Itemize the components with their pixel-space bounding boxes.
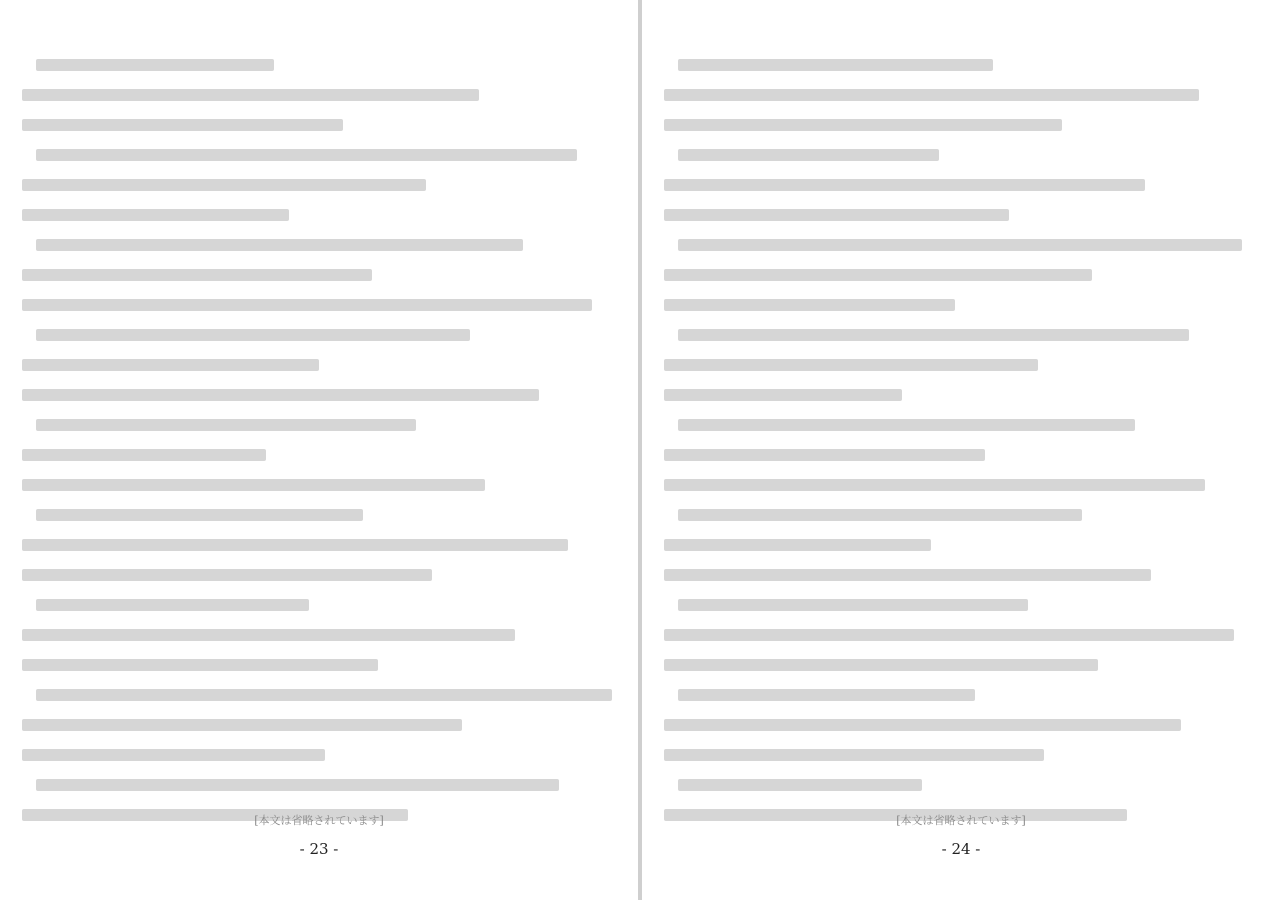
text-line — [22, 590, 616, 620]
redaction-bar — [22, 659, 378, 671]
text-line — [664, 380, 1258, 410]
page-number: - 24 - — [941, 840, 981, 858]
text-line — [22, 200, 616, 230]
text-line — [664, 110, 1258, 140]
text-line — [22, 470, 616, 500]
redaction-bar — [664, 539, 931, 551]
page-left — [0, 0, 638, 900]
redaction-notice: [本文は省略されています] — [896, 814, 1026, 827]
redaction-bar — [22, 479, 485, 491]
text-line — [664, 320, 1258, 350]
text-line — [664, 710, 1258, 740]
redaction-bar — [22, 719, 462, 731]
redaction-bar — [22, 749, 325, 761]
text-line — [664, 410, 1258, 440]
redaction-bar — [678, 149, 939, 161]
redaction-bar — [678, 419, 1135, 431]
redaction-bar — [678, 599, 1028, 611]
text-line — [22, 290, 616, 320]
redaction-bar — [36, 599, 309, 611]
redaction-bar — [678, 509, 1082, 521]
redacted-body-text — [22, 50, 616, 830]
text-line — [22, 110, 616, 140]
redaction-bar — [664, 629, 1234, 641]
redaction-bar — [664, 269, 1092, 281]
redaction-bar — [22, 89, 479, 101]
text-line — [22, 380, 616, 410]
text-line — [22, 500, 616, 530]
redaction-bar — [36, 239, 523, 251]
redaction-bar — [22, 629, 515, 641]
text-line — [22, 740, 616, 770]
text-line — [664, 140, 1258, 170]
redaction-bar — [22, 389, 539, 401]
redaction-bar — [22, 209, 289, 221]
text-line — [22, 560, 616, 590]
redaction-bar — [664, 209, 1009, 221]
redaction-bar — [22, 119, 343, 131]
text-line — [22, 710, 616, 740]
text-line — [22, 770, 616, 800]
redaction-bar — [664, 119, 1062, 131]
redaction-bar — [22, 179, 426, 191]
text-line — [664, 80, 1258, 110]
text-line — [664, 650, 1258, 680]
redaction-bar — [664, 569, 1151, 581]
text-line — [22, 530, 616, 560]
text-line — [664, 680, 1258, 710]
redaction-bar — [664, 479, 1205, 491]
redaction-bar — [22, 449, 266, 461]
redaction-bar — [22, 539, 568, 551]
redaction-bar — [36, 419, 416, 431]
text-line — [664, 350, 1258, 380]
text-line — [664, 260, 1258, 290]
redaction-bar — [664, 449, 985, 461]
page-number: - 23 - — [299, 840, 339, 858]
text-line — [664, 560, 1258, 590]
text-line — [664, 290, 1258, 320]
text-line — [664, 740, 1258, 770]
redaction-bar — [678, 689, 975, 701]
text-line — [664, 50, 1258, 80]
text-line — [664, 590, 1258, 620]
text-line — [22, 320, 616, 350]
text-line — [664, 230, 1258, 260]
text-line — [664, 170, 1258, 200]
text-line — [22, 230, 616, 260]
text-line — [22, 410, 616, 440]
redaction-bar — [36, 59, 274, 71]
text-line — [22, 350, 616, 380]
redacted-body-text — [664, 50, 1258, 830]
redaction-bar — [664, 719, 1181, 731]
redaction-bar — [36, 779, 559, 791]
redaction-bar — [36, 329, 470, 341]
redaction-bar — [664, 749, 1044, 761]
redaction-bar — [22, 299, 592, 311]
redaction-bar — [22, 269, 372, 281]
text-line — [22, 170, 616, 200]
text-line — [22, 50, 616, 80]
redaction-bar — [678, 239, 1242, 251]
redaction-bar — [36, 149, 577, 161]
text-line — [22, 80, 616, 110]
text-line — [664, 440, 1258, 470]
text-line — [664, 770, 1258, 800]
text-line — [664, 200, 1258, 230]
redaction-bar — [678, 59, 993, 71]
redaction-bar — [664, 659, 1098, 671]
redaction-bar — [36, 689, 612, 701]
text-line — [664, 530, 1258, 560]
redaction-bar — [678, 329, 1189, 341]
text-line — [664, 620, 1258, 650]
text-line — [22, 260, 616, 290]
redaction-bar — [36, 509, 363, 521]
redaction-bar — [664, 389, 902, 401]
redaction-bar — [664, 179, 1145, 191]
redaction-bar — [664, 359, 1038, 371]
page-right — [642, 0, 1280, 900]
redaction-bar — [22, 569, 432, 581]
text-line — [664, 500, 1258, 530]
text-line — [22, 680, 616, 710]
text-line — [22, 650, 616, 680]
redaction-notice: [本文は省略されています] — [254, 814, 384, 827]
redaction-bar — [664, 299, 955, 311]
text-line — [664, 470, 1258, 500]
text-line — [22, 440, 616, 470]
redaction-bar — [22, 359, 319, 371]
redaction-bar — [678, 779, 922, 791]
text-line — [22, 140, 616, 170]
text-line — [22, 620, 616, 650]
redaction-bar — [664, 89, 1199, 101]
